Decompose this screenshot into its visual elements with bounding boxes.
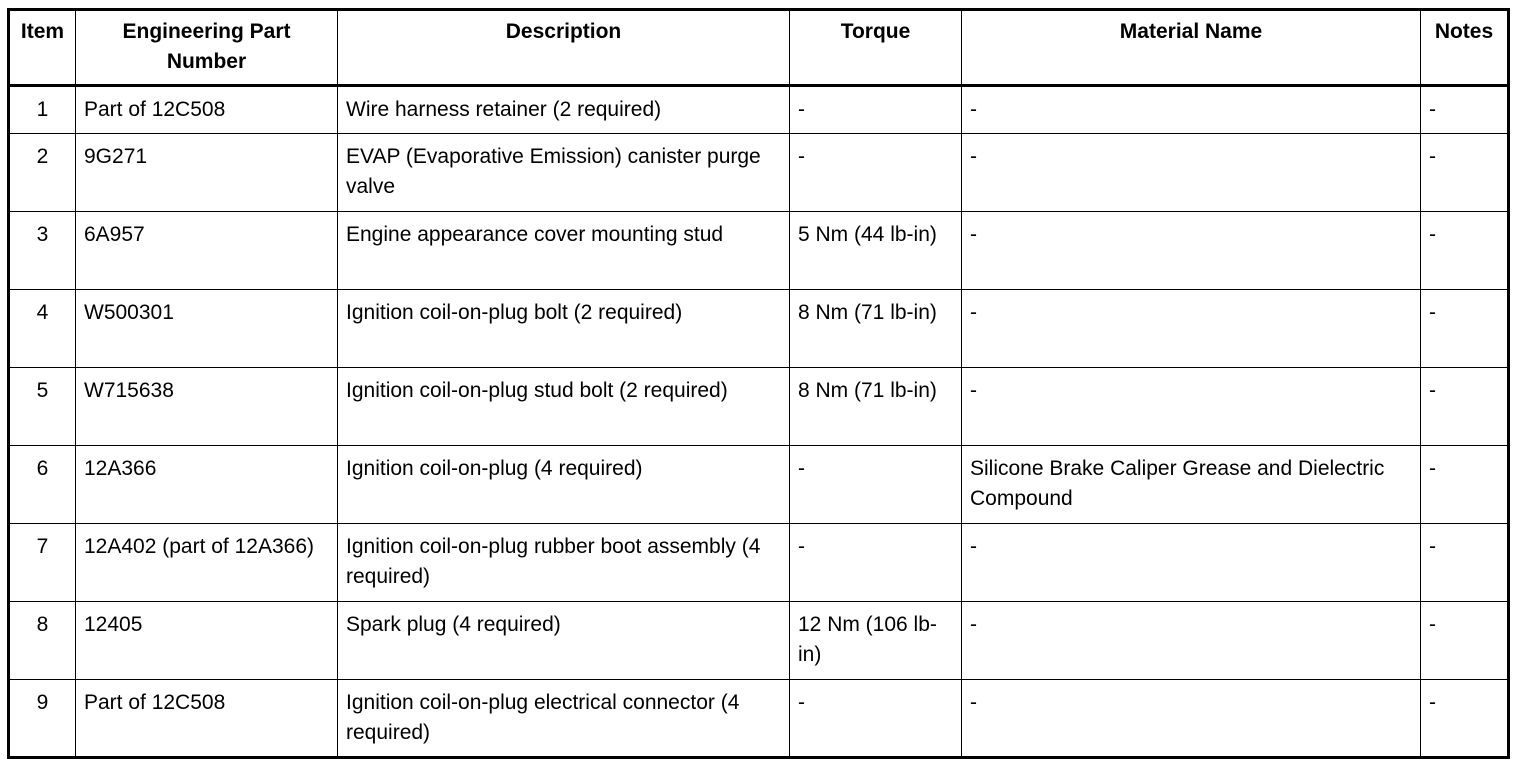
cell-material-name: - [962, 134, 1421, 212]
table-row [9, 290, 1509, 368]
cell-part-number: W715638 [76, 368, 338, 446]
cell-item: 6 [9, 446, 76, 524]
cell-part-number: Part of 12C508 [76, 680, 338, 758]
cell-material-name: - [962, 212, 1421, 290]
cell-part-number: W500301 [76, 290, 338, 368]
cell-item: 7 [9, 524, 76, 602]
cell-torque: - [790, 86, 962, 134]
cell-torque: - [790, 680, 962, 758]
cell-notes: - [1421, 212, 1509, 290]
cell-torque: - [790, 524, 962, 602]
cell-description: Ignition coil-on-plug stud bolt (2 required) [338, 368, 790, 446]
cell-item: 8 [9, 602, 76, 680]
cell-part-number: 12A402 (part of 12A366) [76, 524, 338, 602]
cell-description: Ignition coil-on-plug bolt (2 required) [338, 290, 790, 368]
table-row [9, 212, 1509, 290]
cell-notes: - [1421, 290, 1509, 368]
cell-description: Engine appearance cover mounting stud [338, 212, 790, 290]
cell-material-name: - [962, 86, 1421, 134]
parts-table [7, 8, 1510, 759]
table-row [9, 134, 1509, 212]
cell-torque: 5 Nm (44 lb-in) [790, 212, 962, 290]
cell-torque: 8 Nm (71 lb-in) [790, 368, 962, 446]
cell-notes: - [1421, 368, 1509, 446]
cell-item: 2 [9, 134, 76, 212]
cell-part-number: 6A957 [76, 212, 338, 290]
cell-notes: - [1421, 602, 1509, 680]
cell-item: 5 [9, 368, 76, 446]
cell-material-name: - [962, 680, 1421, 758]
cell-notes: - [1421, 680, 1509, 758]
cell-description: Spark plug (4 required) [338, 602, 790, 680]
cell-description: Ignition coil-on-plug electrical connector (4 required) [338, 680, 790, 758]
table-header-row [9, 10, 1509, 86]
header-description: Description [338, 10, 790, 86]
header-part-number: Engineering Part Number [76, 10, 338, 86]
header-material-name: Material Name [962, 10, 1421, 86]
cell-torque: 8 Nm (71 lb-in) [790, 290, 962, 368]
cell-notes: - [1421, 446, 1509, 524]
table-row [9, 368, 1509, 446]
cell-material-name: - [962, 524, 1421, 602]
cell-item: 9 [9, 680, 76, 758]
header-item: Item [9, 10, 76, 86]
cell-description: Wire harness retainer (2 required) [338, 86, 790, 134]
cell-material-name: - [962, 602, 1421, 680]
cell-part-number: 12A366 [76, 446, 338, 524]
cell-notes: - [1421, 524, 1509, 602]
cell-torque: - [790, 446, 962, 524]
cell-part-number: Part of 12C508 [76, 86, 338, 134]
cell-part-number: 12405 [76, 602, 338, 680]
cell-item: 3 [9, 212, 76, 290]
cell-material-name: Silicone Brake Caliper Grease and Dielectric Compound [962, 446, 1421, 524]
cell-description: EVAP (Evaporative Emission) canister purge valve [338, 134, 790, 212]
cell-notes: - [1421, 86, 1509, 134]
table-row [9, 602, 1509, 680]
cell-torque: - [790, 134, 962, 212]
cell-part-number: 9G271 [76, 134, 338, 212]
table-row [9, 86, 1509, 134]
cell-material-name: - [962, 290, 1421, 368]
table-row [9, 524, 1509, 602]
cell-description: Ignition coil-on-plug (4 required) [338, 446, 790, 524]
cell-description: Ignition coil-on-plug rubber boot assembly (4 required) [338, 524, 790, 602]
header-notes: Notes [1421, 10, 1509, 86]
header-torque: Torque [790, 10, 962, 86]
table-row [9, 680, 1509, 758]
cell-notes: - [1421, 134, 1509, 212]
cell-material-name: - [962, 368, 1421, 446]
table-row [9, 446, 1509, 524]
cell-torque: 12 Nm (106 lb-in) [790, 602, 962, 680]
cell-item: 4 [9, 290, 76, 368]
cell-item: 1 [9, 86, 76, 134]
